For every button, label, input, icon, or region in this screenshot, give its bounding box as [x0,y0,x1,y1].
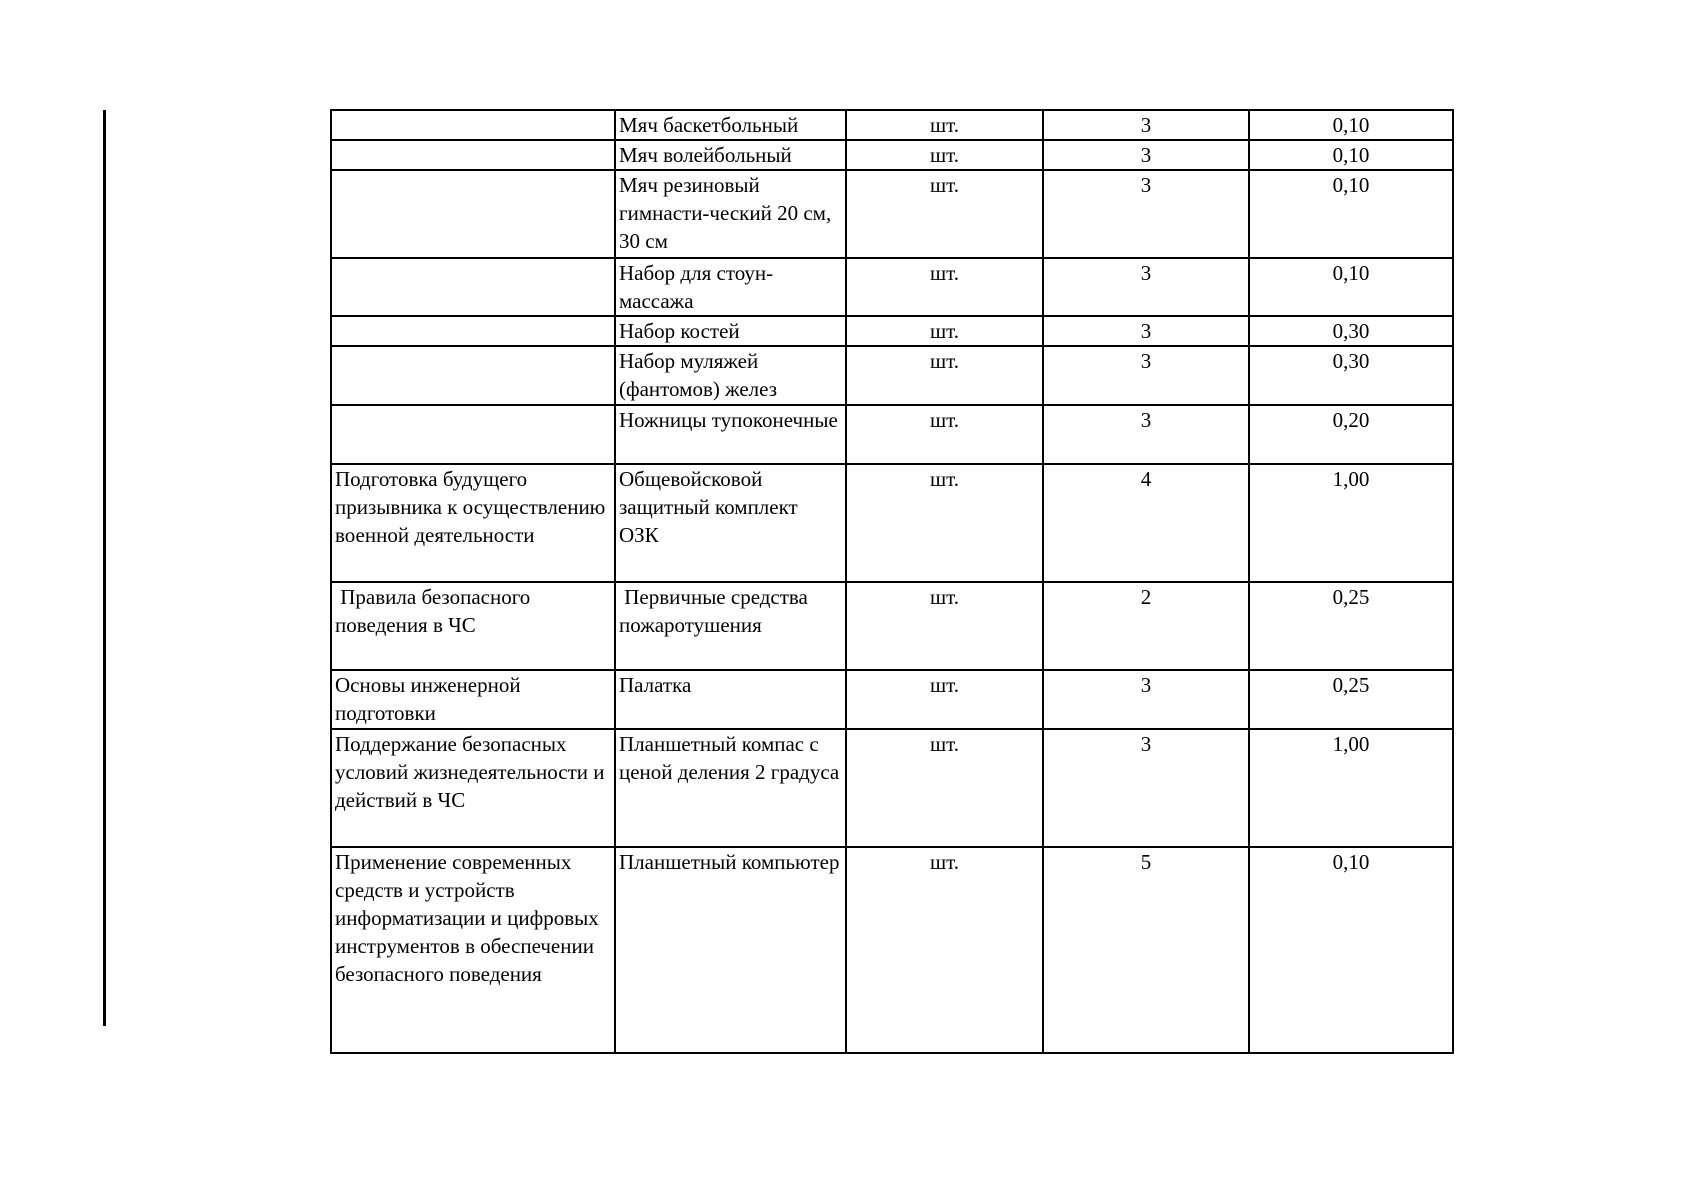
topic-cell: Правила безопасного поведения в ЧС [331,582,615,670]
item-name-cell: Набор костей [615,316,846,346]
unit-cell: шт. [846,316,1043,346]
norm-cell: 0,20 [1249,405,1453,464]
quantity-cell: 3 [1043,729,1249,847]
norm-cell: 1,00 [1249,729,1453,847]
norm-cell: 0,10 [1249,847,1453,1053]
norm-cell: 0,25 [1249,670,1453,729]
topic-cell: Подготовка будущего призывника к осуществлению военной деятельности [331,464,615,582]
table-row [331,729,1453,847]
page-margin-line [103,110,106,1026]
quantity-cell: 3 [1043,140,1249,170]
table-row [331,847,1453,1053]
item-name-cell: Первичные средства пожаротушения [615,582,846,670]
norm-cell: 0,25 [1249,582,1453,670]
norm-cell: 0,10 [1249,140,1453,170]
item-name-cell: Общевойсковой защитный комплект ОЗК [615,464,846,582]
item-name-cell: Набор для стоун-массажа [615,258,846,316]
quantity-cell: 4 [1043,464,1249,582]
unit-cell: шт. [846,258,1043,316]
quantity-cell: 3 [1043,258,1249,316]
table-row [331,140,1453,170]
unit-cell: шт. [846,847,1043,1053]
unit-cell: шт. [846,140,1043,170]
item-name-cell: Набор муляжей (фантомов) желез [615,346,846,405]
item-name-cell: Мяч баскетбольный [615,110,846,140]
table-row [331,670,1453,729]
quantity-cell: 3 [1043,346,1249,405]
item-name-cell: Планшетный компьютер [615,847,846,1053]
table-row [331,346,1453,405]
topic-cell [331,346,615,405]
quantity-cell: 3 [1043,405,1249,464]
quantity-cell: 3 [1043,670,1249,729]
item-name-cell: Планшетный компас с ценой деления 2 градуса [615,729,846,847]
table-row [331,582,1453,670]
equipment-table [330,109,1454,1054]
quantity-cell: 3 [1043,110,1249,140]
item-name-cell: Палатка [615,670,846,729]
unit-cell: шт. [846,729,1043,847]
unit-cell: шт. [846,670,1043,729]
quantity-cell: 3 [1043,170,1249,258]
norm-cell: 0,10 [1249,170,1453,258]
table-row [331,170,1453,258]
topic-cell [331,316,615,346]
unit-cell: шт. [846,110,1043,140]
quantity-cell: 3 [1043,316,1249,346]
item-name-cell: Ножницы тупоконечные [615,405,846,464]
topic-cell [331,110,615,140]
norm-cell: 0,30 [1249,346,1453,405]
norm-cell: 0,10 [1249,258,1453,316]
item-name-cell: Мяч резиновый гимнасти-ческий 20 см, 30 см [615,170,846,258]
norm-cell: 0,10 [1249,110,1453,140]
topic-cell [331,140,615,170]
unit-cell: шт. [846,170,1043,258]
unit-cell: шт. [846,582,1043,670]
topic-cell: Применение современных средств и устройств информатизации и цифровых инструментов в обеспечении безопасного поведения [331,847,615,1053]
unit-cell: шт. [846,405,1043,464]
topic-cell [331,405,615,464]
norm-cell: 0,30 [1249,316,1453,346]
topic-cell [331,170,615,258]
table-row [331,316,1453,346]
unit-cell: шт. [846,464,1043,582]
unit-cell: шт. [846,346,1043,405]
topic-cell: Поддержание безопасных условий жизнедеятельности и действий в ЧС [331,729,615,847]
quantity-cell: 5 [1043,847,1249,1053]
topic-cell: Основы инженерной подготовки [331,670,615,729]
table-row [331,258,1453,316]
quantity-cell: 2 [1043,582,1249,670]
item-name-cell: Мяч волейбольный [615,140,846,170]
table-row [331,464,1453,582]
topic-cell [331,258,615,316]
norm-cell: 1,00 [1249,464,1453,582]
table-row [331,405,1453,464]
table-row [331,110,1453,140]
